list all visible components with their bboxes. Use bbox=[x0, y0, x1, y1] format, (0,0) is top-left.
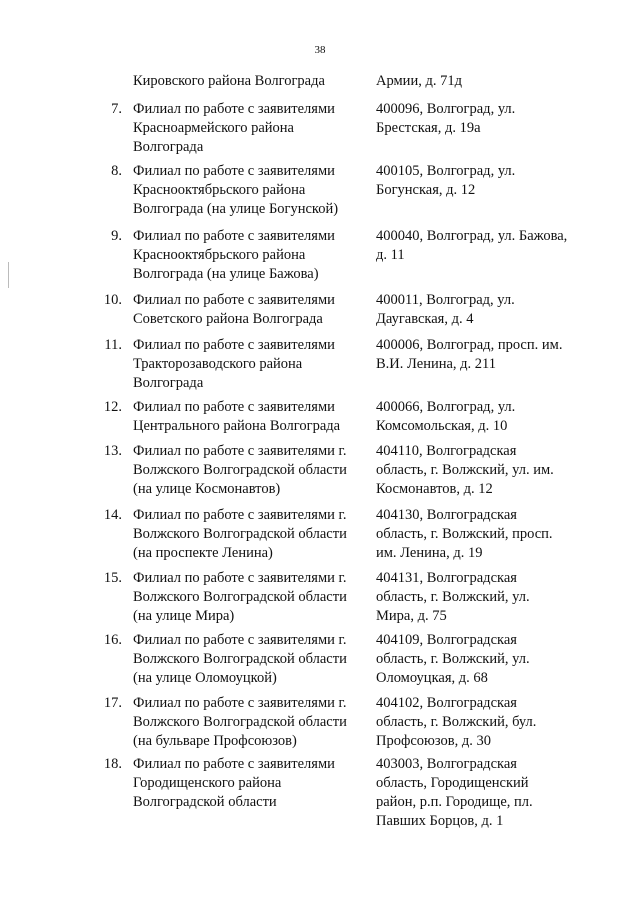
branch-address: 404130, Волгоградская область, г. Волжский, просп. им. Ленина, д. 19 bbox=[376, 507, 553, 561]
branch-name: Филиал по работе с заявителями Городищенского района Волгоградской области bbox=[133, 756, 335, 810]
branch-name: Филиал по работе с заявителями г. Волжского Волгоградской области (на улице Космонавтов) bbox=[133, 443, 347, 497]
branch-address: 404131, Волгоградская область, г. Волжский, ул. Мира, д. 75 bbox=[376, 570, 530, 624]
branch-name: Филиал по работе с заявителями Краснооктябрьского района Волгограда (на улице Бажова) bbox=[133, 228, 335, 282]
scan-edge-mark bbox=[8, 262, 9, 288]
branch-name: Филиал по работе с заявителями Советского района Волгограда bbox=[133, 292, 335, 327]
item-number: 17. bbox=[103, 695, 122, 711]
branch-address: 400011, Волгоград, ул. Даугавская, д. 4 bbox=[376, 292, 515, 327]
branch-address: 400105, Волгоград, ул. Богунская, д. 12 bbox=[376, 163, 516, 198]
branch-name: Филиал по работе с заявителями г. Волжского Волгоградской области (на улице Оломоуцкой) bbox=[133, 632, 347, 686]
branch-name: Филиал по работе с заявителями Красноармейского района Волгограда bbox=[133, 101, 335, 155]
item-number: 8. bbox=[111, 163, 122, 179]
branch-address: Армии, д. 71д bbox=[376, 73, 462, 89]
branch-address: 404110, Волгоградская область, г. Волжский, ул. им. Космонавтов, д. 12 bbox=[376, 443, 554, 497]
branch-address: 404102, Волгоградская область, г. Волжский, бул. Профсоюзов, д. 30 bbox=[376, 695, 537, 749]
item-number: 11. bbox=[104, 337, 122, 353]
page-number: 38 bbox=[314, 44, 326, 56]
item-number: 9. bbox=[111, 228, 122, 244]
branch-address: 400066, Волгоград, ул. Комсомольская, д. 10 bbox=[376, 399, 516, 434]
branch-name: Кировского района Волгограда bbox=[133, 73, 325, 89]
item-number: 10. bbox=[103, 292, 122, 308]
item-number: 13. bbox=[103, 443, 122, 459]
branch-address: 400006, Волгоград, просп. им. В.И. Ленина, д. 211 bbox=[376, 337, 563, 372]
item-number: 18. bbox=[103, 756, 122, 772]
item-number: 12. bbox=[103, 399, 122, 415]
branch-address: 403003, Волгоградская область, Городищенский район, р.п. Городище, пл. Павших Борцов, д. 1 bbox=[376, 756, 533, 829]
branch-name: Филиал по работе с заявителями Центрального района Волгограда bbox=[133, 399, 341, 434]
branch-address: 400040, Волгоград, ул. Бажова, д. 11 bbox=[376, 228, 568, 263]
branch-name: Филиал по работе с заявителями Тракторозаводского района Волгограда bbox=[133, 337, 335, 391]
item-number: 15. bbox=[103, 570, 122, 586]
branch-name: Филиал по работе с заявителями Краснооктябрьского района Волгограда (на улице Богунской) bbox=[133, 163, 339, 217]
branch-name: Филиал по работе с заявителями г. Волжского Волгоградской области (на улице Мира) bbox=[133, 570, 347, 624]
item-number: 7. bbox=[111, 101, 122, 117]
branch-name: Филиал по работе с заявителями г. Волжского Волгоградской области (на проспекте Ленина) bbox=[133, 507, 347, 561]
branch-address: 404109, Волгоградская область, г. Волжский, ул. Оломоуцкая, д. 68 bbox=[376, 632, 530, 686]
branch-name: Филиал по работе с заявителями г. Волжского Волгоградской области (на бульваре Профсоюзов) bbox=[133, 695, 347, 749]
branch-address: 400096, Волгоград, ул. Брестская, д. 19а bbox=[376, 101, 516, 136]
item-number: 16. bbox=[103, 632, 122, 648]
item-number: 14. bbox=[103, 507, 122, 523]
